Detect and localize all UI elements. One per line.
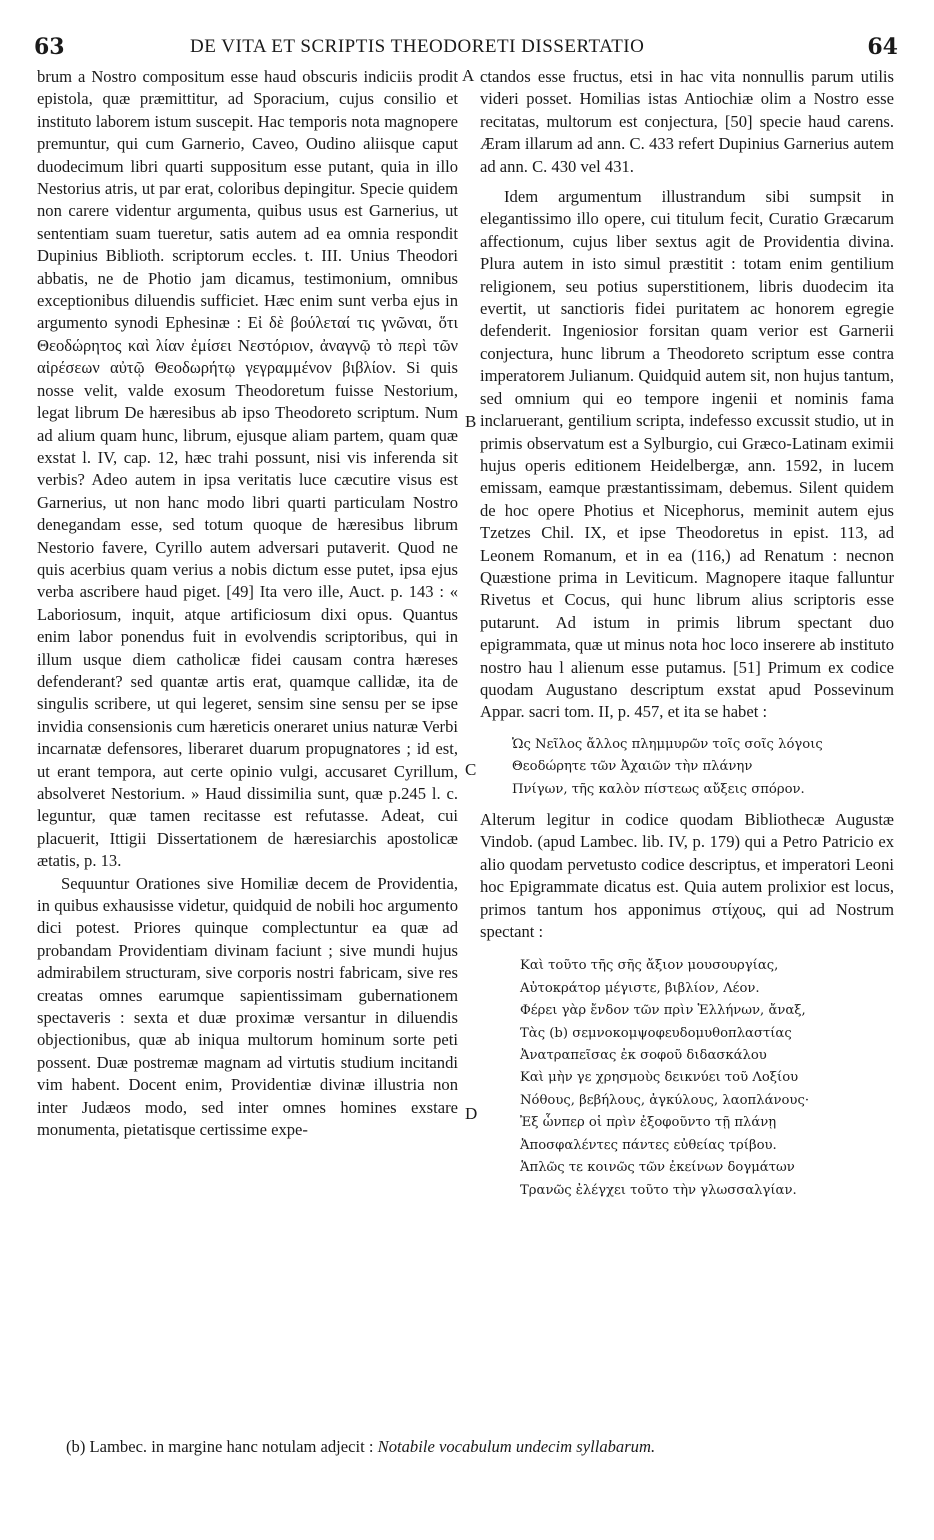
left-paragraph-1: brum a Nostro compositum esse haud obscuris indiciis prodit epistola, quæ præmittitur, ad Sporacium, cujus consilio et instituto laborem istum suscepit. Hac temporis nota magnopere premuntur, qui cum Garnerio, Caveo, Oudino aliisque caput duodecimum libri quarti suppositum esse putant, quia in illo Nestorius atris, ut par erat, coloribus depingitur. Specie quidem non carere videntur argumenta, quibus usus est Garnerius, ut sententiam suam tueretur, satis autem ad ea omnia respondit Dupinius Biblioth. scriptorum eccles. t. III. Unius Theodori abbatis, ne de Photio jam dicamus, testimonium, omnibus exceptionibus diluendis sufficiet. Hæc enim sunt verba ejus in argumento synodi Ephesinæ : Εἰ δὲ βούλεταί τις γνῶναι, ὅτι Θεοδώρητος καὶ λίαν ἐμίσει Νεστόριον, ἀναγνῷ τὸ περὶ τῶν αἱρέσεων αὐτῷ Θεοδωρήτῳ γεγραμμένον βιβλίον. Si quis nosse velit, valde exosum Theodoretum fuisse Nestorium, legat librum De hæresibus ab ipso Theodoreto scriptum. Num ad alium quam hunc, librum, ejusque aliam partem, quam quæ exstat l. IV, cap. 12, hæc trahi possunt, nisi vis inferenda sit verbis? Adeo autem in ipsa veritatis luce cæcutire visus est Garnerius, ut non hanc modo libri quarti particulam Nostro denegandam esse, sed totum quoque de hæresibus librum Nestorio favere, Cyrillo autem adversari putaverit. Quod ne quis acerbius quam verius a nobis dictum esse putet, ipsa ejus verba ascribere haud piget. [49] Ita vero ille, Auct. p. 143 : « Laboriosum, inquit, atque artificiosum dixi opus. Quantus enim labor ponendus fuit in evolvendis scriptoribus, qui in illum usque diem catholicæ fidei causam contra hæreses defenderant? sed quantæ artis erat, quamque callidæ, ita de singulis scribere, ut qui legeret, sensim sine sensu per se ipse invidia consensionis cum hæreticis oneraret unius naturæ Verbi incarnatæ defensores, liberaret duarum propugnatores ; id est, ut erant tempora, aut certe opinio vulgi, accusaret Cyrillum, absolveret Nestorium. » Haud dissimilia sunt, quæ p.245 l. c. leguntur, quæ tamen recitasse est refutasse. Adeat, cui placuerit, Ittigii Dissertationem de hæresiarchis apostolicæ ætatis, p. 13. bbox=[37, 67, 458, 871]
verse-line: Φέρει γὰρ ἔνδον τῶν πρὶν Ἑλλήνων, ἄναξ, bbox=[520, 1003, 806, 1019]
page-number-right: 64 bbox=[867, 34, 898, 60]
verse-line: Τὰς (b) σεμνοκομψοφευδομυθοπλαστίας bbox=[520, 1025, 792, 1041]
verse-line: Πνίγων, τῆς καλὸν πίστεως αὔξεις σπόρον. bbox=[512, 781, 805, 797]
right-paragraph-1: ctandos esse fructus, etsi in hac vita nonnullis parum utilis videri posset. Homilias istas Antiochiæ olim a Nostro esse recitatas, multorum est conjectura, [50] specie haud carens. Æram illarum ad ann. C. 433 refert Dupinius Garnerius autem ad ann. C. 430 vel 431. bbox=[480, 67, 894, 176]
verse-line: Ἀποσφαλέντες πάντες εὐθείας τρίβου. bbox=[520, 1137, 777, 1153]
footnote-italic: Notabile vocabulum undecim syllabarum. bbox=[377, 1437, 656, 1456]
verse-line: Τρανῶς ἐλέγχει τοῦτο τὴν γλωσσαλγίαν. bbox=[520, 1182, 797, 1198]
verse-line: Ἀνατραπεῖσας ἐκ σοφοῦ διδασκάλου bbox=[520, 1048, 767, 1064]
epigram-1 bbox=[512, 734, 894, 801]
verse-line: Θεοδώρητε τῶν Ἀχαιῶν τὴν πλάνην bbox=[512, 759, 753, 775]
verse-line: Καὶ τοῦτο τῆς σῆς ἄξιον μουσουργίας, bbox=[520, 958, 779, 974]
running-title: DE VITA ET SCRIPTIS THEODORETI DISSERTATIO bbox=[190, 36, 645, 57]
page-number-left: 63 bbox=[34, 34, 65, 60]
margin-mark-d: D bbox=[465, 1104, 478, 1123]
verse-line: Νόθους, βεβήλους, ἀγκύλους, λαοπλάνους· bbox=[520, 1092, 810, 1108]
verse-line: Ἁπλῶς τε κοινῶς τῶν ἐκείνων δογμάτων bbox=[520, 1160, 795, 1176]
verse-line: Ὡς Νεῖλος ἄλλος πλημμυρῶν τοῖς σοῖς λόγοις bbox=[512, 736, 823, 752]
margin-mark-b: B bbox=[465, 412, 477, 431]
epigram-2 bbox=[520, 955, 894, 1201]
verse-line: Αὐτοκράτορ μέγιστε, βιβλίον, Λέον. bbox=[520, 980, 760, 996]
margin-mark-a: A bbox=[462, 66, 475, 85]
footnote-text: (b) Lambec. in margine hanc notulam adjecit : bbox=[66, 1437, 374, 1456]
right-column bbox=[480, 66, 894, 1202]
verse-line: Ἐξ ὧνπερ οἱ πρὶν ἐξοφοῦντο τῇ πλάνῃ bbox=[520, 1115, 777, 1131]
left-column bbox=[37, 66, 458, 1142]
footnote bbox=[66, 1437, 886, 1457]
margin-mark-c: C bbox=[465, 760, 477, 779]
left-paragraph-2: Sequuntur Orationes sive Homiliæ decem de Providentia, in quibus exhausisse videtur, quidquid de nobili hoc argumento dici potest. Priores quinque complectuntur ea quæ ad probandam Providentiam divinam faciunt ; sive mundi hujus admirabilem structuram, sive corporis nostri fabricam, sive res creatas omnes earumque sapientissimam gubernationem spectaveris : sexta et duæ proximæ versantur in diluendis objectionibus, quæ ab iniqua multorum hominum sorte peti possent. Duæ postremæ magnam ad virtutis studium incitandi vim habent. Docent enim, Providentiæ divinæ illustria non inter Judæos modo, sed inter omnes homines exstare monumenta, pietatisque certissime expe- bbox=[37, 873, 458, 1140]
verse-line: Καὶ μὴν γε χρησμοὺς δεικνύει τοῦ Λοξίου bbox=[520, 1070, 799, 1086]
running-header bbox=[30, 34, 898, 64]
right-paragraph-3: Alterum legitur in codice quodam Bibliothecæ Augustæ Vindob. (apud Lambec. lib. IV, p. 179) qui a Petro Patricio ex alio quodam pervetusto codice descriptus, et imperatori Leoni hoc Epigrammate dicatus est. Quia autem prolixior est locus, primos tantum hos apponimus στίχους, qui ad Nostrum spectant : bbox=[480, 810, 894, 942]
right-paragraph-2: Idem argumentum illustrandum sibi sumpsit in elegantissimo illo opere, cui titulum fecit, Curatio Græcarum affectionum, cujus liber sextus agit de Providentia divina. Plura autem in isto simul præstitit : totam enim gentilium religionem, seu potius superstitionem, libris duodecim ita evertit, ut sanctioris fidei puritatem ac honorem egregie defenderit. Ingeniosior forsitan quam verior est Garnerii conjectura, hunc librum a Theodoreto scriptum esse contra imperatorem Julianum. Quidquid autem sit, non hujus tantum, sed omnium qui eo tempore ingenii et nominis fama inclaruerant, gentilium scripta, indefesso excussit studio, ut in primis observatum est a Sylburgio, cui Græco-Latinam eximii hujus operis editionem Heidelbergæ, ann. 1592, in lucem emissam, eamque præstantissimam, debemus. Silent quidem de hoc opere Photius et Nicephorus, meminit autem ejus Tzetzes Chil. IX, et ipse Theodoretus in epist. 113, ad Leonem Romanum, et in ea (116,) ad Renatum : necnon Quæstione prima in Leviticum. Magnopere itaque falluntur Rivetus et Cocus, qui hunc librum alius scriptoris esse putarunt. Ad istum in primis librum spectant duo epigrammata, quæ ut minus nota hoc loco inserere ab instituto nostro hau l alienum esse putamus. [51] Primum ex codice quodam Augustano descriptum exstat apud Possevinum Appar. sacri tom. II, p. 457, et ita se habet : bbox=[480, 187, 894, 722]
